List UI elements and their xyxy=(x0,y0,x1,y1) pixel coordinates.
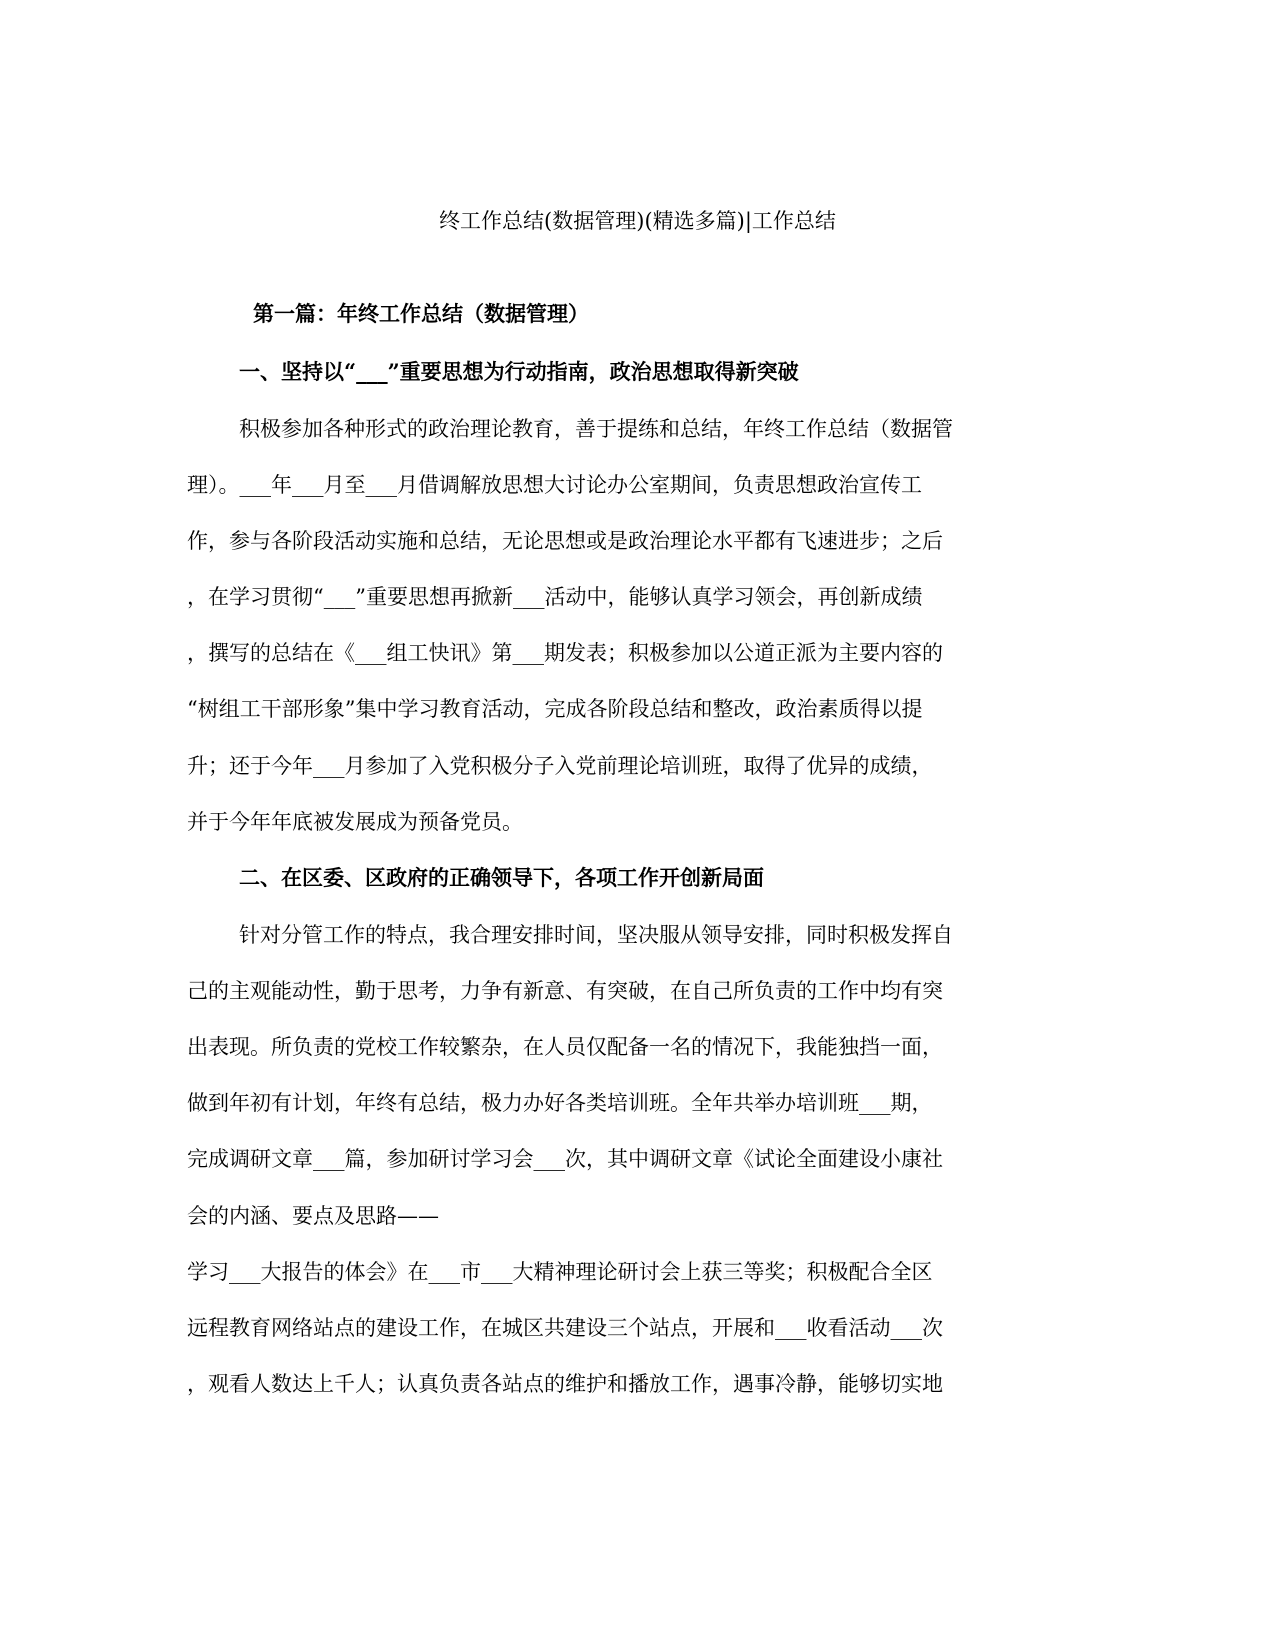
paragraph-line: “树组工干部形象”集中学习教育活动，完成各阶段总结和整改，政治素质得以提 xyxy=(187,697,923,721)
paragraph-line: 会的内涵、要点及思路—— xyxy=(187,1204,439,1228)
paragraph-line: ，观看人数达上千人；认真负责各站点的维护和播放工作，遇事冷静，能够切实地 xyxy=(187,1372,943,1396)
paragraph-line: 远程教育网络站点的建设工作，在城区共建设三个站点，开展和___收看活动___次 xyxy=(187,1316,943,1340)
paragraph-line: 己的主观能动性，勤于思考，力争有新意、有突破，在自己所负责的工作中均有突 xyxy=(187,979,943,1003)
section-1-heading: 一、坚持以“___”重要思想为行动指南，政治思想取得新突破 xyxy=(239,359,799,384)
document-subtitle: 第一篇：年终工作总结（数据管理） xyxy=(253,301,589,326)
paragraph-line: 积极参加各种形式的政治理论教育，善于提练和总结，年终工作总结（数据管 xyxy=(239,417,953,441)
paragraph-line: ，在学习贯彻“___”重要思想再掀新___活动中，能够认真学习领会，再创新成绩 xyxy=(187,585,923,609)
paragraph-line: 出表现。所负责的党校工作较繁杂，在人员仅配备一名的情况下，我能独挡一面， xyxy=(187,1035,943,1059)
paragraph-line: 针对分管工作的特点，我合理安排时间，坚决服从领导安排，同时积极发挥自 xyxy=(239,923,953,947)
section-2-heading: 二、在区委、区政府的正确领导下，各项工作开创新局面 xyxy=(239,865,764,890)
paragraph-line: 并于今年年底被发展成为预备党员。 xyxy=(187,810,523,834)
paragraph-line: 作，参与各阶段活动实施和总结，无论思想或是政治理论水平都有飞速进步；之后 xyxy=(187,529,943,553)
paragraph-line: 升；还于今年___月参加了入党积极分子入党前理论培训班，取得了优异的成绩， xyxy=(187,754,933,778)
paragraph-line: 理）。___年___月至___月借调解放思想大讨论办公室期间，负责思想政治宣传工 xyxy=(187,473,922,497)
paragraph-line: 完成调研文章___篇，参加研讨学习会___次，其中调研文章《试论全面建设小康社 xyxy=(187,1147,943,1171)
document-title: 终工作总结(数据管理)(精选多篇)|工作总结 xyxy=(439,209,836,233)
paragraph-line: 学习___大报告的体会》在___市___大精神理论研讨会上获三等奖；积极配合全区 xyxy=(187,1260,933,1284)
paragraph-line: ，撰写的总结在《___组工快讯》第___期发表；积极参加以公道正派为主要内容的 xyxy=(187,641,943,665)
paragraph-line: 做到年初有计划，年终有总结，极力办好各类培训班。全年共举办培训班___期， xyxy=(187,1091,933,1115)
